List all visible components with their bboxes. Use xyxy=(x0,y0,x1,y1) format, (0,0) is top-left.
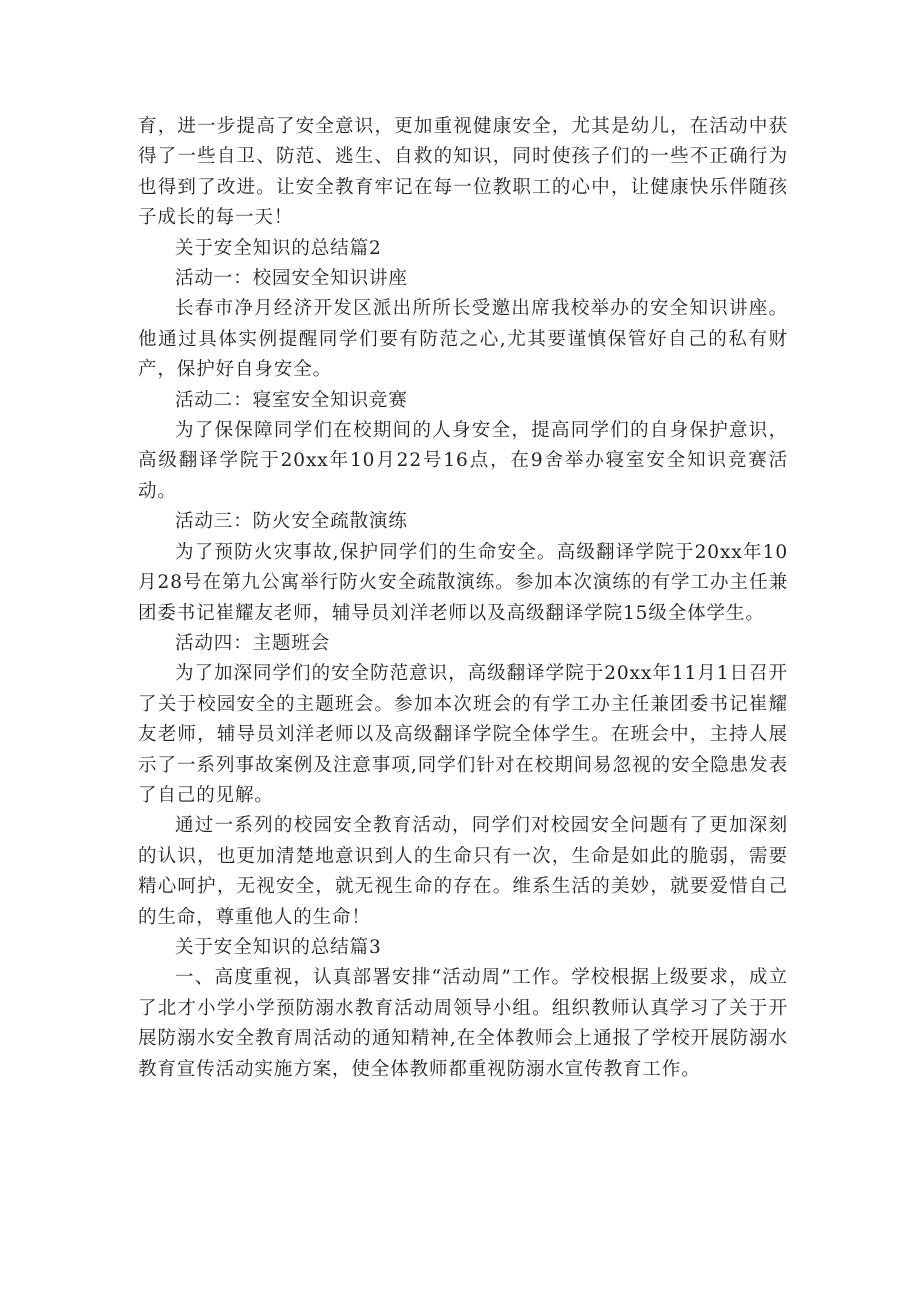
paragraph-conclusion: 通过一系列的校园安全教育活动，同学们对校园安全问题有了更加深刻的认识，也更加清楚地意识到人的生命只有一次，生命是如此的脆弱，需要精心呵护，无视安全，就无视生命的存在。维系生活的美妙，就要爱惜自己的生命，尊重他人的生命！ xyxy=(138,815,788,928)
activity-heading-3: 活动三：防火安全疏散演练 xyxy=(175,511,408,533)
paragraph-activity-4: 为了加深同学们的安全防范意识，高级翻译学院于20xx年11月1日召开了关于校园安全的主题班会。参加本次班会的有学工办主任兼团委书记崔耀友老师，辅导员刘洋老师以及高级翻译学院全体学生。在班会中，主持人展示了一系列事故案例及注意事项,同学们针对在校期间易忽视的安全隐患发表了自己的见解。 xyxy=(138,663,788,806)
paragraph-activity-3: 为了预防火灾事故,保护同学们的生命安全。高级翻译学院于20xx年10月28号在第九公寓举行防火安全疏散演练。参加本次演练的有学工办主任兼团委书记崔耀友老师，辅导员刘洋老师以及高级翻译学院15级全体学生。 xyxy=(138,541,788,624)
section-heading-2: 关于安全知识的总结篇2 xyxy=(175,237,382,259)
activity-heading-4: 活动四：主题班会 xyxy=(175,632,331,654)
paragraph-activity-1: 长春市净月经济开发区派出所所长受邀出席我校举办的安全知识讲座。他通过具体实例提醒同学们要有防范之心,尤其要谨慎保管好自己的私有财产，保护好自身安全。 xyxy=(138,298,788,381)
paragraph-section-3-point-1: 一、高度重视，认真部署安排“活动周”工作。学校根据上级要求，成立了北才小学小学预防溺水教育活动周领导小组。组织教师认真学习了关于开展防溺水安全教育周活动的通知精神,在全体教师会上通报了学校开展防溺水教育宣传活动实施方案，使全体教师都重视防溺水宣传教育工作。 xyxy=(138,967,788,1080)
activity-heading-2: 活动二：寝室安全知识竞赛 xyxy=(175,389,408,411)
activity-heading-1: 活动一：校园安全知识讲座 xyxy=(175,268,408,290)
paragraph-activity-2: 为了保保障同学们在校期间的人身安全，提高同学们的自身保护意识，高级翻译学院于20xx年10月22号16点，在9舍举办寝室安全知识竞赛活动。 xyxy=(138,420,788,502)
paragraph-intro-continuation: 育，进一步提高了安全意识，更加重视健康安全，尤其是幼儿，在活动中获得了一些自卫、防范、逃生、自救的知识，同时使孩子们的一些不正确行为也得到了改进。让安全教育牢记在每一位教职工的心中，让健康快乐伴随孩子成长的每一天！ xyxy=(138,116,788,229)
document-body xyxy=(138,112,788,1085)
section-heading-3: 关于安全知识的总结篇3 xyxy=(175,936,382,958)
